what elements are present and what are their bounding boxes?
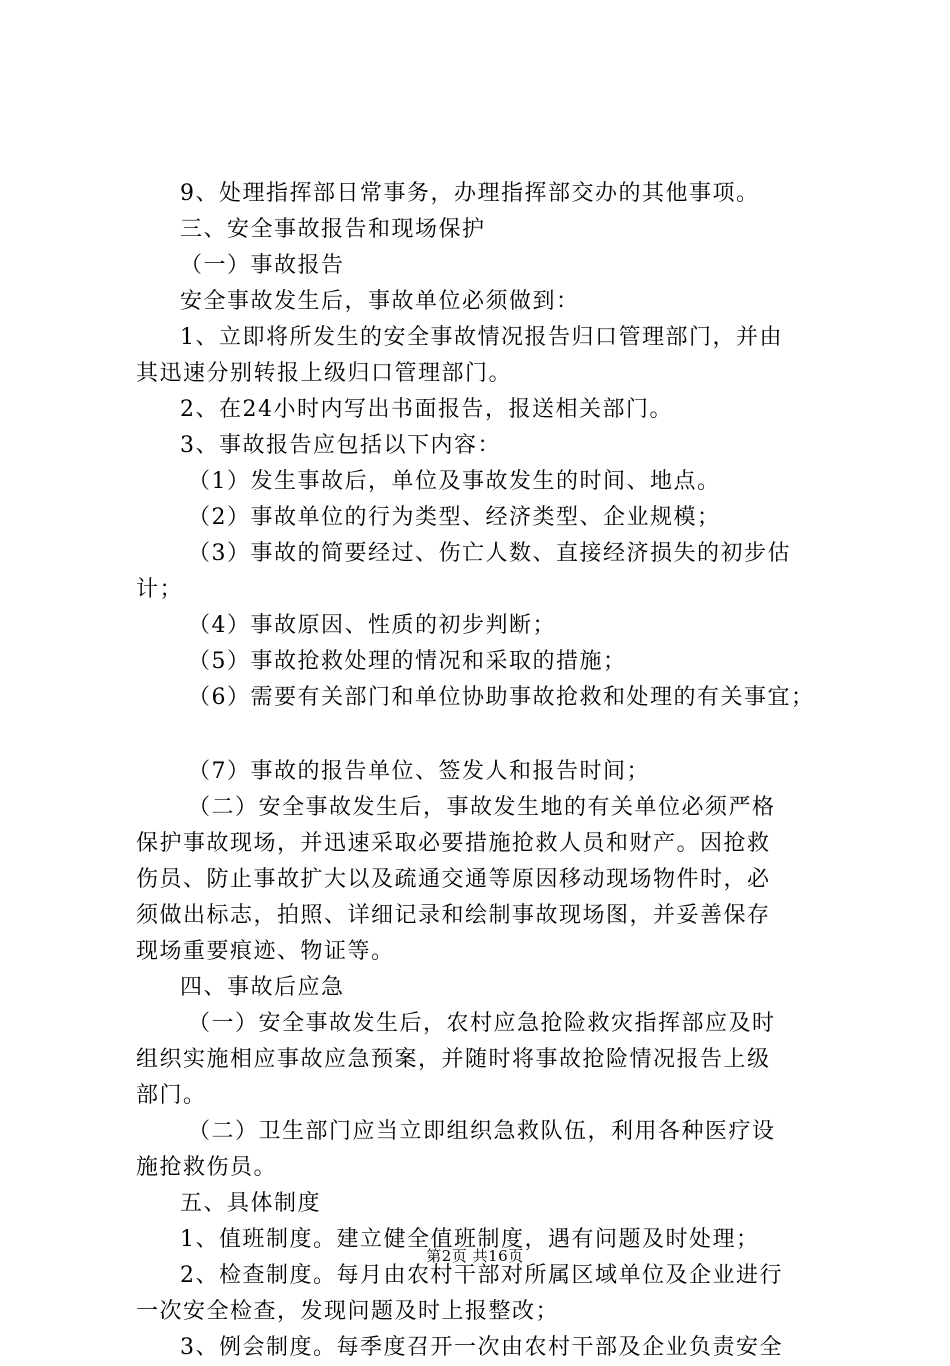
section-heading: 四、事故后应急: [180, 975, 345, 1000]
paragraph-line: （二）卫生部门应当立即组织急救队伍，利用各种医疗设: [188, 1119, 776, 1144]
paragraph-line: 2、检查制度。每月由农村干部对所属区域单位及企业进行: [180, 1263, 783, 1288]
paragraph-line: 1、值班制度。建立健全值班制度，遇有问题及时处理；: [180, 1227, 760, 1252]
page-footer: 第2页 共16页: [426, 1247, 524, 1265]
paragraph-line: 1、立即将所发生的安全事故情况报告归口管理部门，并由: [180, 325, 783, 350]
paragraph-line: 部门。: [136, 1083, 207, 1108]
paragraph-line: 须做出标志，拍照、详细记录和绘制事故现场图，并妥善保存: [136, 903, 771, 928]
list-item: （2）事故单位的行为类型、经济类型、企业规模；: [188, 505, 721, 530]
paragraph-line: 2、在24小时内写出书面报告，报送相关部门。: [180, 397, 673, 422]
list-item-continuation: 计；: [136, 577, 184, 602]
list-item: （3）事故的简要经过、伤亡人数、直接经济损失的初步估: [188, 541, 791, 566]
blank-line: [136, 716, 836, 754]
paragraph-line: 施抢救伤员。: [136, 1155, 278, 1180]
paragraph-line: 3、例会制度。每季度召开一次由农村干部及企业负责安全: [180, 1335, 783, 1360]
subsection-heading: （一）事故报告: [180, 253, 345, 278]
paragraph-line: 伤员、防止事故扩大以及疏通交通等原因移动现场物件时，必: [136, 867, 771, 892]
document-body: [136, 176, 836, 1366]
section-heading: 五、具体制度: [180, 1191, 322, 1216]
paragraph-line: 一次安全检查，发现问题及时上报整改；: [136, 1299, 560, 1324]
list-item: （7）事故的报告单位、签发人和报告时间；: [188, 759, 650, 784]
paragraph-line: 9、处理指挥部日常事务，办理指挥部交办的其他事项。: [180, 181, 760, 206]
section-heading: 三、安全事故报告和现场保护: [180, 217, 486, 242]
list-item: （6）需要有关部门和单位协助事故抢救和处理的有关事宜；: [188, 685, 815, 710]
list-item: （1）发生事故后，单位及事故发生的时间、地点。: [188, 469, 721, 494]
paragraph-line: （一）安全事故发生后，农村应急抢险救灾指挥部应及时: [188, 1011, 776, 1036]
list-item: （4）事故原因、性质的初步判断；: [188, 613, 556, 638]
paragraph-line: （二）安全事故发生后，事故发生地的有关单位必须严格: [188, 795, 776, 820]
paragraph-line: 现场重要痕迹、物证等。: [136, 939, 395, 964]
paragraph-line: 3、事故报告应包括以下内容：: [180, 433, 501, 458]
paragraph-line: 组织实施相应事故应急预案，并随时将事故抢险情况报告上级: [136, 1047, 771, 1072]
list-item: （5）事故抢救处理的情况和采取的措施；: [188, 649, 627, 674]
paragraph-line: 安全事故发生后，事故单位必须做到：: [180, 289, 580, 314]
paragraph-line: 保护事故现场，并迅速采取必要措施抢救人员和财产。因抢救: [136, 831, 771, 856]
paragraph-line: 其迅速分别转报上级归口管理部门。: [136, 361, 513, 386]
